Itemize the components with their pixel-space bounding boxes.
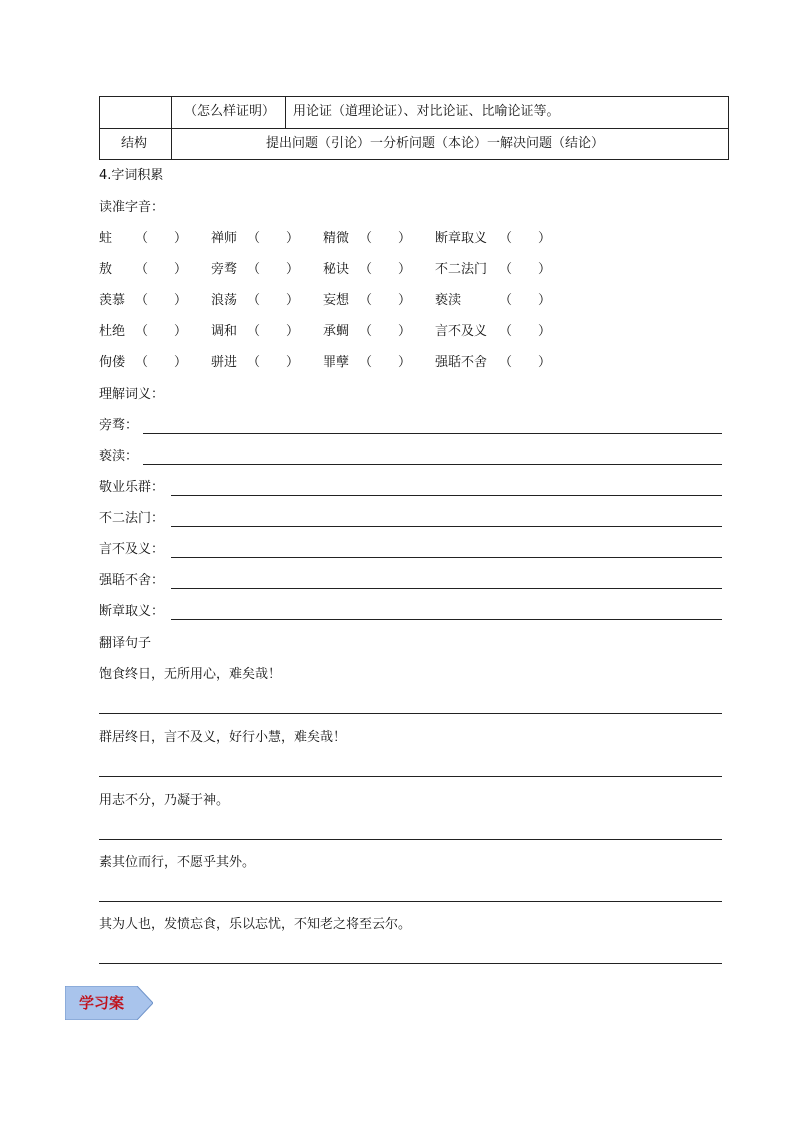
definition-label: 强聒不舍： xyxy=(99,573,165,588)
pronunciation-item xyxy=(323,231,411,247)
pronunciation-blank[interactable]: （ ） xyxy=(359,262,412,277)
pronunciation-item xyxy=(323,355,411,371)
pronunciation-item xyxy=(99,231,187,247)
pronunciation-item xyxy=(435,355,551,371)
pronunciation-item xyxy=(211,293,299,309)
pronunciation-heading: 读准字音： xyxy=(99,200,165,215)
pronunciation-word: 敖 xyxy=(99,262,113,277)
pronunciation-blank[interactable]: （ ） xyxy=(359,355,412,370)
pronunciation-item xyxy=(211,262,299,278)
definition-answer-line[interactable] xyxy=(143,464,722,465)
pronunciation-item xyxy=(323,324,411,340)
pronunciation-item xyxy=(211,355,299,371)
translation-answer-line[interactable] xyxy=(99,713,722,714)
pronunciation-blank[interactable]: （ ） xyxy=(135,324,188,339)
pronunciation-word: 断章取义 xyxy=(435,231,488,246)
definition-label: 亵渎： xyxy=(99,449,139,464)
definition-label: 言不及义： xyxy=(99,542,165,557)
pronunciation-word: 旁骛 xyxy=(211,262,238,277)
pronunciation-word: 亵渎 xyxy=(435,293,462,308)
pronunciation-word: 罪孽 xyxy=(323,355,350,370)
pronunciation-word: 羡慕 xyxy=(99,293,126,308)
pronunciation-word: 蛀 xyxy=(99,231,113,246)
pronunciation-word: 禅师 xyxy=(211,231,238,246)
pronunciation-word: 调和 xyxy=(211,324,238,339)
summary-table xyxy=(99,96,729,160)
pronunciation-word: 佝偻 xyxy=(99,355,126,370)
pronunciation-item xyxy=(99,355,187,371)
definition-label: 旁骛： xyxy=(99,418,139,433)
translation-sentence: 用志不分，乃凝于神。 xyxy=(99,793,230,808)
pronunciation-item xyxy=(323,293,411,309)
translation-sentence: 饱食终日，无所用心，难矣哉！ xyxy=(99,667,282,682)
translation-sentence: 群居终日，言不及义，好行小慧，难矣哉！ xyxy=(99,730,347,745)
pronunciation-blank[interactable]: （ ） xyxy=(247,355,300,370)
pronunciation-word: 浪荡 xyxy=(211,293,238,308)
pronunciation-blank[interactable]: （ ） xyxy=(359,231,412,246)
pronunciation-word: 强聒不舍 xyxy=(435,355,488,370)
table-method-label: （怎么样证明） xyxy=(184,104,276,119)
pronunciation-blank[interactable]: （ ） xyxy=(135,355,188,370)
definition-label: 断章取义： xyxy=(99,604,165,619)
pronunciation-blank[interactable]: （ ） xyxy=(247,324,300,339)
pronunciation-item xyxy=(435,262,551,278)
table-divider xyxy=(100,128,728,129)
pronunciation-item xyxy=(323,262,411,278)
section-title: 4.字词积累 xyxy=(99,168,164,183)
pronunciation-blank[interactable]: （ ） xyxy=(359,324,412,339)
pronunciation-blank[interactable]: （ ） xyxy=(499,262,552,277)
pronunciation-word: 言不及义 xyxy=(435,324,488,339)
pronunciation-item xyxy=(211,231,299,247)
pronunciation-blank[interactable]: （ ） xyxy=(247,231,300,246)
definition-answer-line[interactable] xyxy=(171,588,722,589)
pronunciation-blank[interactable]: （ ） xyxy=(135,293,188,308)
definition-answer-line[interactable] xyxy=(171,557,722,558)
pronunciation-item xyxy=(435,231,551,247)
pronunciation-blank[interactable]: （ ） xyxy=(499,355,552,370)
pronunciation-blank[interactable]: （ ） xyxy=(499,293,552,308)
pronunciation-word: 不二法门 xyxy=(435,262,488,277)
table-column-divider xyxy=(285,97,286,128)
pronunciation-word: 骈进 xyxy=(211,355,238,370)
pronunciation-blank[interactable]: （ ） xyxy=(247,293,300,308)
pronunciation-word: 妄想 xyxy=(323,293,350,308)
pronunciation-word: 杜绝 xyxy=(99,324,126,339)
pronunciation-item xyxy=(99,293,187,309)
table-method-content: 用论证（道理论证）、对比论证、比喻论证等。 xyxy=(293,104,560,119)
definitions-heading: 理解词义： xyxy=(99,387,165,402)
translation-sentence: 素其位而行，不愿乎其外。 xyxy=(99,855,256,870)
translation-answer-line[interactable] xyxy=(99,839,722,840)
table-column-divider xyxy=(171,97,172,159)
definition-label: 不二法门： xyxy=(99,511,165,526)
pronunciation-item xyxy=(211,324,299,340)
translation-heading: 翻译句子 xyxy=(99,636,152,651)
pronunciation-word: 承蜩 xyxy=(323,324,350,339)
pronunciation-blank[interactable]: （ ） xyxy=(499,231,552,246)
definition-answer-line[interactable] xyxy=(171,495,722,496)
pronunciation-item xyxy=(435,324,551,340)
table-structure-label: 结构 xyxy=(121,136,148,151)
pronunciation-item xyxy=(99,262,187,278)
badge-label: 学习案 xyxy=(79,994,125,1012)
translation-answer-line[interactable] xyxy=(99,776,722,777)
pronunciation-blank[interactable]: （ ） xyxy=(359,293,412,308)
pronunciation-blank[interactable]: （ ） xyxy=(135,262,188,277)
definition-answer-line[interactable] xyxy=(143,433,722,434)
pronunciation-item xyxy=(435,293,551,309)
translation-answer-line[interactable] xyxy=(99,901,722,902)
pronunciation-word: 精微 xyxy=(323,231,350,246)
pronunciation-blank[interactable]: （ ） xyxy=(135,231,188,246)
pronunciation-item xyxy=(99,324,187,340)
pronunciation-word: 秘诀 xyxy=(323,262,350,277)
table-structure-content: 提出问题（引论）一分析问题（本论）一解决问题（结论） xyxy=(266,136,605,151)
definition-answer-line[interactable] xyxy=(171,526,722,527)
translation-answer-line[interactable] xyxy=(99,963,722,964)
definition-answer-line[interactable] xyxy=(171,619,722,620)
pronunciation-blank[interactable]: （ ） xyxy=(247,262,300,277)
study-plan-badge xyxy=(65,986,153,1020)
translation-sentence: 其为人也，发愤忘食，乐以忘忧，不知老之将至云尔。 xyxy=(99,917,412,932)
pronunciation-blank[interactable]: （ ） xyxy=(499,324,552,339)
definition-label: 敬业乐群： xyxy=(99,480,165,495)
